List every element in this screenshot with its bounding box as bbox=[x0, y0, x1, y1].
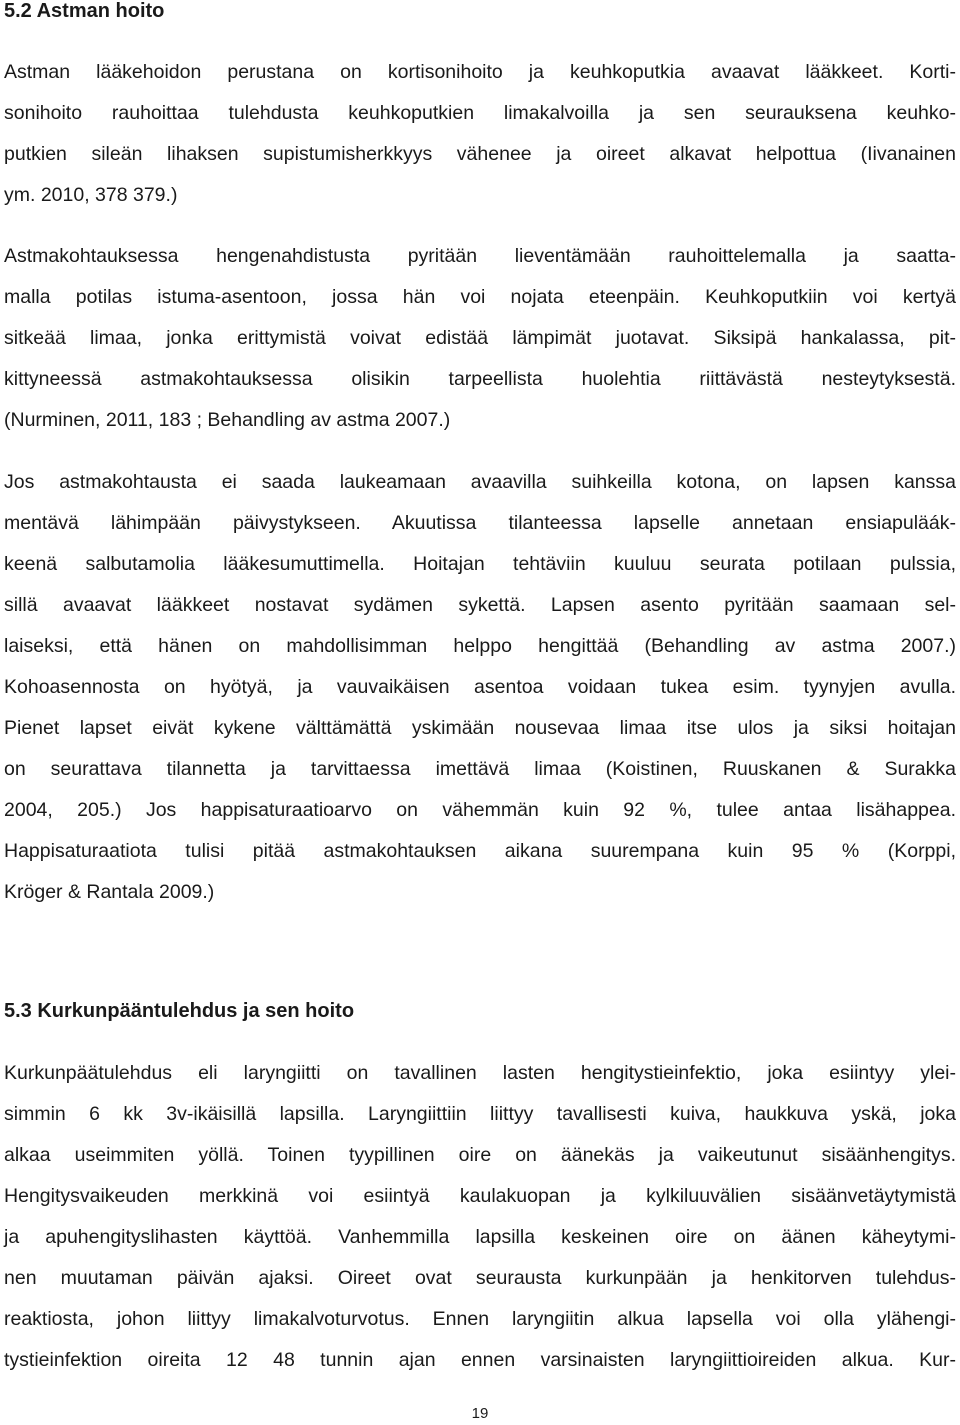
paragraph bbox=[4, 462, 956, 913]
text-line: Kröger & Rantala 2009.) bbox=[4, 881, 215, 903]
text-line: kittyneessä astmakohtauksessa olisikin tarpeellista huolehtia riittävästä nesteytyksestä. bbox=[4, 368, 956, 390]
text-line: Pienet lapset eivät kykene välttämättä yskimään nousevaa limaa itse ulos ja siksi hoitajan bbox=[4, 717, 956, 739]
text-line: mentävä lähimpään päivystykseen. Akuutissa tilanteessa lapselle annetaan ensiapuläák- bbox=[4, 512, 956, 534]
page-number: 19 bbox=[471, 1405, 489, 1422]
text-line: reaktiosta, johon liittyy limakalvoturvotus. Ennen laryngiitin alkua lapsella voi olla ylähengi- bbox=[4, 1308, 956, 1330]
text-line: Jos astmakohtausta ei saada laukeamaan avaavilla suihkeilla kotona, on lapsen kanssa bbox=[4, 471, 956, 493]
text-line: Happisaturaatiota tulisi pitää astmakohtauksen aikana suurempana kuin 95 % (Korppi, bbox=[4, 840, 956, 862]
text-line: simmin 6 kk 3v-ikäisillä lapsilla. Laryngiittiin liittyy tavallisesti kuiva, haukkuva yskä, joka bbox=[4, 1103, 956, 1125]
text-line: ja apuhengityslihasten käyttöä. Vanhemmilla lapsilla keskeinen oire on äänen käheytymi- bbox=[4, 1226, 956, 1248]
text-line: Kurkunpäätulehdus eli laryngiitti on tavallinen lasten hengitystieinfektio, joka esiintyy ylei- bbox=[4, 1062, 956, 1084]
text-line: tystieinfektion oireita 12 48 tunnin ajan ennen varsinaisten laryngiittioireiden alkua. Kur- bbox=[4, 1349, 956, 1371]
paragraph bbox=[4, 1053, 956, 1381]
text-line: 2004, 205.) Jos happisaturaatioarvo on vähemmän kuin 92 %, tulee antaa lisähappea. bbox=[4, 799, 956, 821]
paragraph bbox=[4, 236, 956, 441]
text-line: keenä salbutamolia lääkesumuttimella. Hoitajan tehtäviin kuuluu seurata potilaan pulssia, bbox=[4, 553, 956, 575]
text-line: putkien sileän lihaksen supistumisherkkyys vähenee ja oireet alkavat helpottua (Iivanainen bbox=[4, 143, 956, 165]
text-line: Kohoasennosta on hyötyä, ja vauvaikäisen asentoa voidaan tukea esim. tyynyjen avulla. bbox=[4, 676, 956, 698]
text-line: malla potilas istuma-asentoon, jossa hän voi nojata eteenpäin. Keuhkoputkiin voi kertyä bbox=[4, 286, 956, 308]
paragraph bbox=[4, 52, 956, 216]
text-line: on seurattava tilannetta ja tarvittaessa imettävä limaa (Koistinen, Ruuskanen & Surakka bbox=[4, 758, 956, 780]
section-heading: 5.3 Kurkunpääntulehdus ja sen hoito bbox=[4, 1000, 355, 1022]
section-heading: 5.2 Astman hoito bbox=[4, 0, 165, 22]
text-line: Astmakohtauksessa hengenahdistusta pyritään lieventämään rauhoittelemalla ja saatta- bbox=[4, 245, 956, 267]
text-line: (Nurminen, 2011, 183 ; Behandling av astma 2007.) bbox=[4, 409, 451, 431]
text-line: laiseksi, että hänen on mahdollisimman helppo hengittää (Behandling av astma 2007.) bbox=[4, 635, 956, 657]
text-line: sillä avaavat lääkkeet nostavat sydämen sykettä. Lapsen asento pyritään saamaan sel- bbox=[4, 594, 956, 616]
text-line: sitkeää limaa, jonka erittymistä voivat edistää lämpimät juotavat. Siksipä hankalassa, pit- bbox=[4, 327, 956, 349]
text-line: Astman lääkehoidon perustana on kortisonihoito ja keuhkoputkia avaavat lääkkeet. Korti- bbox=[4, 61, 956, 83]
text-line: Hengitysvaikeuden merkkinä voi esiintyä kaulakuopan ja kylkiluuvälien sisäänvetäytymistä bbox=[4, 1185, 956, 1207]
text-line: alkaa useimmiten yöllä. Toinen tyypillinen oire on äänekäs ja vaikeutunut sisäänhengitys. bbox=[4, 1144, 956, 1166]
text-line: sonihoito rauhoittaa tulehdusta keuhkoputkien limakalvoilla ja sen seurauksena keuhko- bbox=[4, 102, 956, 124]
text-line: nen muutaman päivän ajaksi. Oireet ovat seurausta kurkunpään ja henkitorven tulehdus- bbox=[4, 1267, 956, 1289]
text-line: ym. 2010, 378 379.) bbox=[4, 184, 178, 206]
